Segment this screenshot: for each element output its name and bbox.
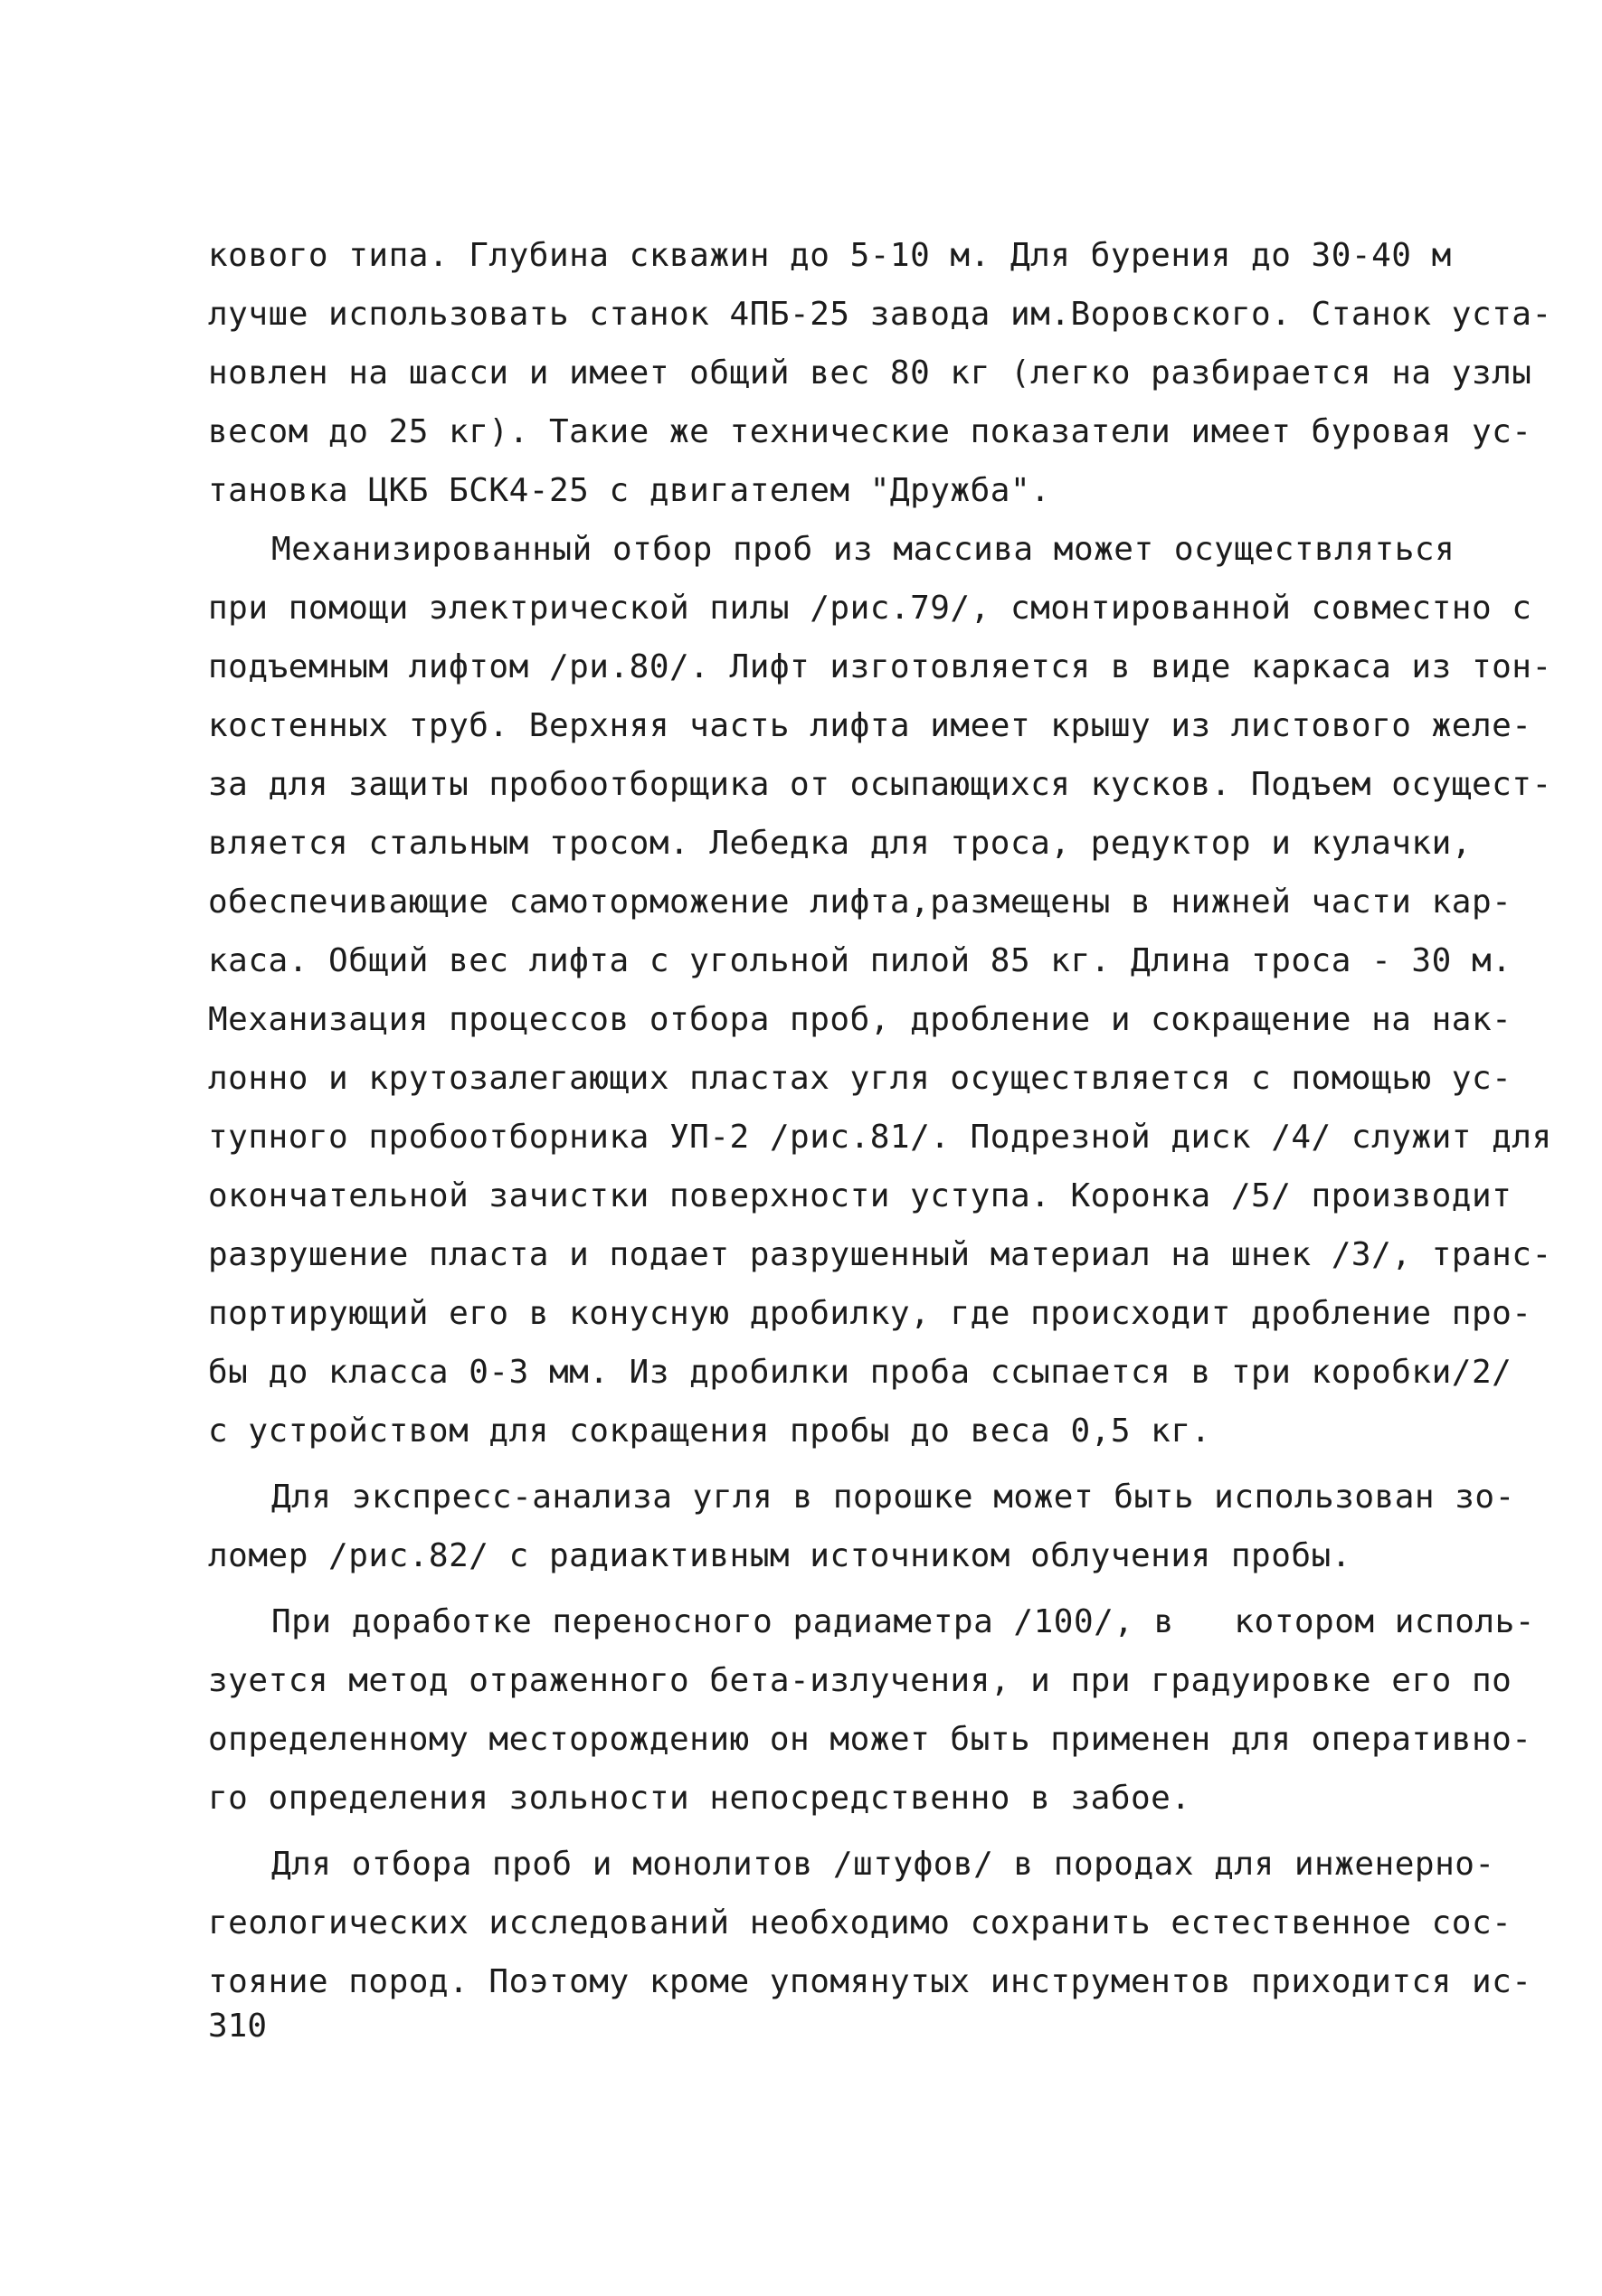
text-line: Механизированный отбор проб из массива может осуществляться: [271, 531, 1455, 568]
text-line: геологических исследований необходимо сохранить естественное сос-: [208, 1904, 1512, 1942]
text-line: лонно и крутозалегающих пластах угля осуществляется с помощью ус-: [208, 1060, 1512, 1097]
paragraph-spacing: [208, 1585, 1438, 1592]
text-line: за для защиты пробоотборщика от осыпающихся кусков. Подъем осущест-: [208, 766, 1552, 803]
text-line: лучше использовать станок 4ПБ-25 завода им.Воровского. Станок уста-: [208, 296, 1552, 333]
text-line: тановка ЦКБ БСК4-25 с двигателем "Дружба".: [208, 472, 1051, 509]
text-line: костенных труб. Верхняя часть лифта имеет крышу из листового желе-: [208, 707, 1532, 744]
text-line: кового типа. Глубина скважин до 5-10 м. Для бурения до 30-40 м: [208, 237, 1452, 274]
paragraph-3: [208, 1468, 1515, 1585]
text-line: подъемным лифтом /ри.80/. Лифт изготовляется в виде каркаса из тон-: [208, 648, 1552, 685]
text-line: вляется стальным тросом. Лебедка для троса, редуктор и кулачки,: [208, 825, 1472, 862]
text-line: Для экспресс-анализа угля в порошке может быть использован зо-: [271, 1479, 1515, 1516]
text-line: го определения зольности непосредственно в забое.: [208, 1780, 1191, 1817]
paragraph-spacing: [208, 1828, 1438, 1835]
paragraph-spacing: [208, 1460, 1438, 1468]
text-line: тояние пород. Поэтому кроме упомянутых инструментов приходится ис-: [208, 1963, 1532, 2000]
text-line: при помощи электрической пилы /рис.79/, смонтированной совместно с: [208, 590, 1532, 627]
text-line: При доработке переносного радиаметра /100/, в котором исполь-: [271, 1603, 1535, 1640]
paragraph-2: [208, 520, 1552, 1460]
paragraph-5: [208, 1835, 1532, 2011]
body-text: [208, 226, 1552, 2011]
text-line: с устройством для сокращения пробы до веса 0,5 кг.: [208, 1413, 1211, 1450]
paragraph-1: [208, 226, 1552, 520]
text-line: Механизация процессов отбора проб, дробление и сокращение на нак-: [208, 1001, 1512, 1038]
text-line: определенному месторождению он может быть применен для оперативно-: [208, 1721, 1532, 1758]
text-line: весом до 25 кг). Такие же технические показатели имеет буровая ус-: [208, 413, 1532, 450]
text-line: обеспечивающие самоторможение лифта,размещены в нижней части кар-: [208, 883, 1512, 921]
text-line: окончательной зачистки поверхности уступа. Коронка /5/ производит: [208, 1177, 1512, 1214]
page-number: 310: [208, 2008, 268, 2045]
text-line: новлен на шасси и имеет общий вес 80 кг (легко разбирается на узлы: [208, 354, 1532, 392]
text-line: зуется метод отраженного бета-излучения, и при градуировке его по: [208, 1662, 1512, 1699]
text-line: каса. Общий вес лифта с угольной пилой 85 кг. Длина троса - 30 м.: [208, 942, 1512, 979]
text-line: ломер /рис.82/ с радиактивным источником облучения пробы.: [208, 1537, 1351, 1574]
text-line: Для отбора проб и монолитов /штуфов/ в породах для инженерно-: [271, 1846, 1495, 1883]
text-line: портирующий его в конусную дробилку, где происходит дробление про-: [208, 1295, 1532, 1332]
text-line: тупного пробоотборника УП-2 /рис.81/. Подрезной диск /4/ служит для: [208, 1119, 1552, 1156]
paragraph-4: [208, 1592, 1535, 1828]
text-line: разрушение пласта и подает разрушенный материал на шнек /3/, транс-: [208, 1236, 1552, 1273]
text-line: бы до класса 0-3 мм. Из дробилки проба ссыпается в три коробки/2/: [208, 1354, 1512, 1391]
